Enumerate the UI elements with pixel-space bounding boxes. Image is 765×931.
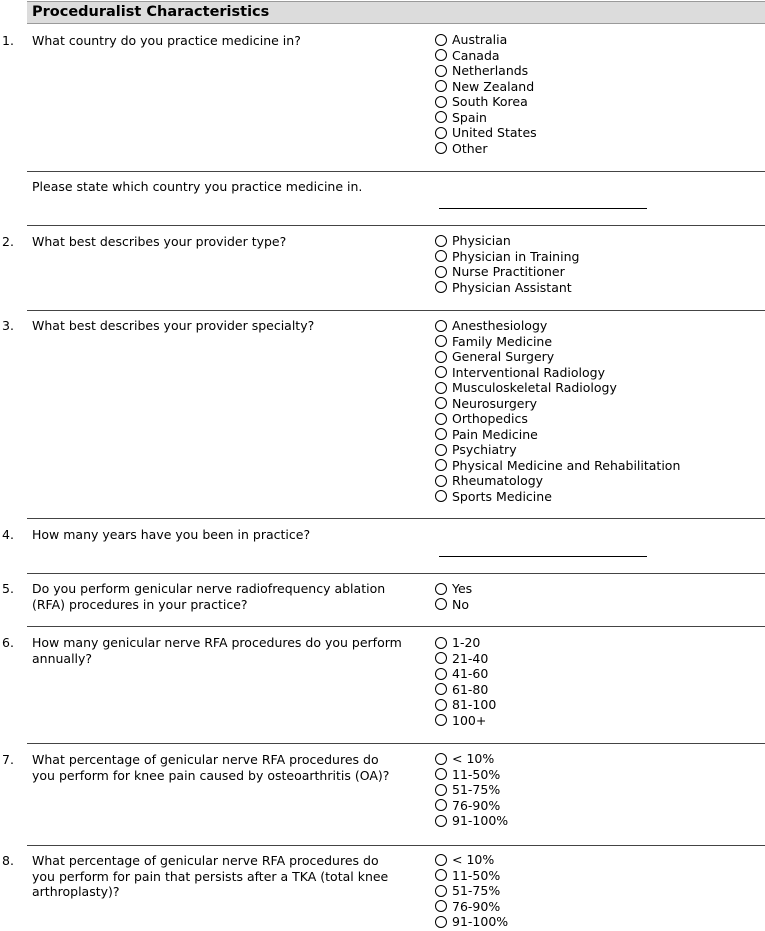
radio-circle-icon[interactable] <box>435 382 447 394</box>
question-4-number: 4. <box>2 527 14 542</box>
radio-circle-icon[interactable] <box>435 815 447 827</box>
radio-option[interactable] <box>435 813 508 829</box>
radio-option[interactable] <box>435 899 508 915</box>
radio-circle-icon[interactable] <box>435 714 447 726</box>
radio-option-label: No <box>452 596 469 612</box>
radio-circle-icon[interactable] <box>435 799 447 811</box>
question-7-options <box>435 751 508 829</box>
radio-option[interactable] <box>435 318 680 334</box>
radio-circle-icon[interactable] <box>435 34 447 46</box>
question-2-number: 2. <box>2 234 14 249</box>
radio-circle-icon[interactable] <box>435 885 447 897</box>
radio-circle-icon[interactable] <box>435 768 447 780</box>
radio-option[interactable] <box>435 32 537 48</box>
radio-option-label: 51-75% <box>452 883 501 898</box>
radio-option[interactable] <box>435 349 680 365</box>
radio-option[interactable] <box>435 868 508 884</box>
radio-circle-icon[interactable] <box>435 65 447 77</box>
radio-circle-icon[interactable] <box>435 320 447 332</box>
radio-option[interactable] <box>435 682 496 698</box>
radio-option-label: 76-90% <box>452 898 501 914</box>
divider <box>27 171 765 172</box>
radio-option-label: Physician <box>452 233 511 248</box>
radio-option[interactable] <box>435 782 508 798</box>
radio-option-label: 41-60 <box>452 666 489 681</box>
radio-option-label: 61-80 <box>452 681 489 697</box>
radio-option-label: 11-50% <box>452 867 501 883</box>
radio-option-label: Spain <box>452 109 487 125</box>
question-4-text: How many years have you been in practice? <box>32 527 311 542</box>
radio-circle-icon[interactable] <box>435 784 447 796</box>
radio-circle-icon[interactable] <box>435 235 447 247</box>
radio-option-label: Other <box>452 140 488 156</box>
divider <box>27 573 765 574</box>
radio-option[interactable] <box>435 249 579 265</box>
radio-circle-icon[interactable] <box>435 80 447 92</box>
radio-circle-icon[interactable] <box>435 900 447 912</box>
radio-option[interactable] <box>435 141 537 157</box>
radio-option-label: South Korea <box>452 94 528 109</box>
radio-option[interactable] <box>435 852 508 868</box>
radio-circle-icon[interactable] <box>435 699 447 711</box>
question-6-text: How many genicular nerve RFA procedures do you perform annually? <box>32 635 402 666</box>
radio-option[interactable] <box>435 380 680 396</box>
radio-option[interactable] <box>435 581 472 597</box>
question-2-options <box>435 233 579 295</box>
radio-circle-icon[interactable] <box>435 637 447 649</box>
radio-circle-icon[interactable] <box>435 127 447 139</box>
question-1-options <box>435 32 537 156</box>
radio-circle-icon[interactable] <box>435 142 447 154</box>
section-header <box>27 1 765 24</box>
radio-circle-icon[interactable] <box>435 444 447 456</box>
radio-option-label: 51-75% <box>452 782 501 797</box>
radio-option-label: Psychiatry <box>452 442 517 457</box>
radio-option-label: Orthopedics <box>452 411 528 426</box>
question-5-options <box>435 581 472 612</box>
radio-circle-icon[interactable] <box>435 397 447 409</box>
radio-option-label: Rheumatology <box>452 473 544 488</box>
radio-option-label: United States <box>452 125 537 140</box>
question-7-text: What percentage of genicular nerve RFA procedures do you perform for knee pain caused by osteoarthritis (OA)? <box>32 752 390 783</box>
radio-circle-icon[interactable] <box>435 683 447 695</box>
radio-option-label: New Zealand <box>452 78 535 94</box>
radio-option[interactable] <box>435 635 496 651</box>
radio-option[interactable] <box>435 914 508 930</box>
radio-option[interactable] <box>435 79 537 95</box>
radio-option[interactable] <box>435 94 537 110</box>
radio-option-label: 91-100% <box>452 914 509 929</box>
radio-circle-icon[interactable] <box>435 652 447 664</box>
radio-option-label: Canada <box>452 47 500 63</box>
radio-circle-icon[interactable] <box>435 459 447 471</box>
radio-option-label: Pain Medicine <box>452 426 538 442</box>
radio-option-label: Yes <box>452 581 473 596</box>
radio-option[interactable] <box>435 651 496 667</box>
radio-option-label: Neurosurgery <box>452 395 537 411</box>
radio-option-label: Physical Medicine and Rehabilitation <box>452 457 681 473</box>
radio-option-label: General Surgery <box>452 349 555 364</box>
radio-option-label: Anesthesiology <box>452 318 548 333</box>
radio-option[interactable] <box>435 666 496 682</box>
radio-option-label: Musculoskeletal Radiology <box>452 380 617 395</box>
radio-circle-icon[interactable] <box>435 583 447 595</box>
radio-option-label: Physician in Training <box>452 248 580 264</box>
country-followup-text: Please state which country you practice medicine in. <box>32 179 363 194</box>
divider <box>27 225 765 226</box>
radio-circle-icon[interactable] <box>435 428 447 440</box>
radio-circle-icon[interactable] <box>435 351 447 363</box>
radio-circle-icon[interactable] <box>435 266 447 278</box>
section-title: Proceduralist Characteristics <box>32 4 270 20</box>
question-8-options <box>435 852 508 930</box>
radio-option[interactable] <box>435 489 680 505</box>
radio-option[interactable] <box>435 63 537 79</box>
radio-circle-icon[interactable] <box>435 413 447 425</box>
radio-circle-icon[interactable] <box>435 668 447 680</box>
radio-option[interactable] <box>435 264 579 280</box>
radio-option[interactable] <box>435 365 680 381</box>
radio-option[interactable] <box>435 233 579 249</box>
radio-circle-icon[interactable] <box>435 281 447 293</box>
radio-circle-icon[interactable] <box>435 250 447 262</box>
radio-option[interactable] <box>435 110 537 126</box>
question-1-number: 1. <box>2 33 14 48</box>
question-3-text: What best describes your provider specialty? <box>32 318 315 333</box>
radio-option-label: Physician Assistant <box>452 279 572 295</box>
divider <box>27 743 765 744</box>
radio-circle-icon[interactable] <box>435 490 447 502</box>
divider <box>27 845 765 846</box>
radio-option[interactable] <box>435 411 680 427</box>
radio-option[interactable] <box>435 751 508 767</box>
radio-option-label: 76-90% <box>452 797 501 813</box>
radio-option[interactable] <box>435 798 508 814</box>
radio-circle-icon[interactable] <box>435 335 447 347</box>
radio-option[interactable] <box>435 427 680 443</box>
radio-circle-icon[interactable] <box>435 753 447 765</box>
radio-option-label: 1-20 <box>452 635 481 650</box>
question-8-number: 8. <box>2 853 14 868</box>
radio-option-label: Nurse Practitioner <box>452 264 565 279</box>
radio-option-label: 81-100 <box>452 697 497 712</box>
divider <box>27 310 765 311</box>
radio-circle-icon[interactable] <box>435 366 447 378</box>
radio-option-label: Netherlands <box>452 63 529 78</box>
question-8-text: What percentage of genicular nerve RFA procedures do you perform for pain that persists after a TKA (total knee arthroplasty)? <box>32 853 389 899</box>
radio-option[interactable] <box>435 697 496 713</box>
radio-option-label: 100+ <box>452 712 487 728</box>
radio-option[interactable] <box>435 473 680 489</box>
radio-circle-icon[interactable] <box>435 916 447 928</box>
radio-option-label: 11-50% <box>452 766 501 782</box>
radio-option-label: Australia <box>452 32 508 47</box>
radio-option[interactable] <box>435 396 680 412</box>
radio-option[interactable] <box>435 442 680 458</box>
radio-option[interactable] <box>435 713 496 729</box>
question-6-number: 6. <box>2 635 14 650</box>
radio-option-label: Interventional Radiology <box>452 364 605 380</box>
question-6-options <box>435 635 496 728</box>
radio-circle-icon[interactable] <box>435 111 447 123</box>
question-5-number: 5. <box>2 581 14 596</box>
radio-option[interactable] <box>435 597 472 613</box>
radio-circle-icon[interactable] <box>435 96 447 108</box>
question-3-options <box>435 318 680 504</box>
question-5-text: Do you perform genicular nerve radiofrequency ablation (RFA) procedures in your practice? <box>32 581 386 612</box>
radio-option[interactable] <box>435 458 680 474</box>
radio-option-label: 21-40 <box>452 650 489 666</box>
radio-circle-icon[interactable] <box>435 854 447 866</box>
radio-circle-icon[interactable] <box>435 869 447 881</box>
radio-circle-icon[interactable] <box>435 598 447 610</box>
radio-option-label: < 10% <box>452 751 495 766</box>
radio-option[interactable] <box>435 125 537 141</box>
radio-circle-icon[interactable] <box>435 49 447 61</box>
radio-option[interactable] <box>435 334 680 350</box>
years-answer-field[interactable] <box>439 556 647 557</box>
question-3-number: 3. <box>2 318 14 333</box>
country-answer-field[interactable] <box>439 208 647 209</box>
divider <box>27 518 765 519</box>
radio-option[interactable] <box>435 280 579 296</box>
radio-circle-icon[interactable] <box>435 475 447 487</box>
radio-option-label: < 10% <box>452 852 495 867</box>
question-7-number: 7. <box>2 752 14 767</box>
radio-option-label: Sports Medicine <box>452 488 552 504</box>
radio-option[interactable] <box>435 48 537 64</box>
question-1-text: What country do you practice medicine in? <box>32 33 301 48</box>
question-2-text: What best describes your provider type? <box>32 234 287 249</box>
radio-option-label: Family Medicine <box>452 333 553 349</box>
divider <box>27 626 765 627</box>
radio-option[interactable] <box>435 767 508 783</box>
radio-option-label: 91-100% <box>452 813 509 828</box>
radio-option[interactable] <box>435 883 508 899</box>
